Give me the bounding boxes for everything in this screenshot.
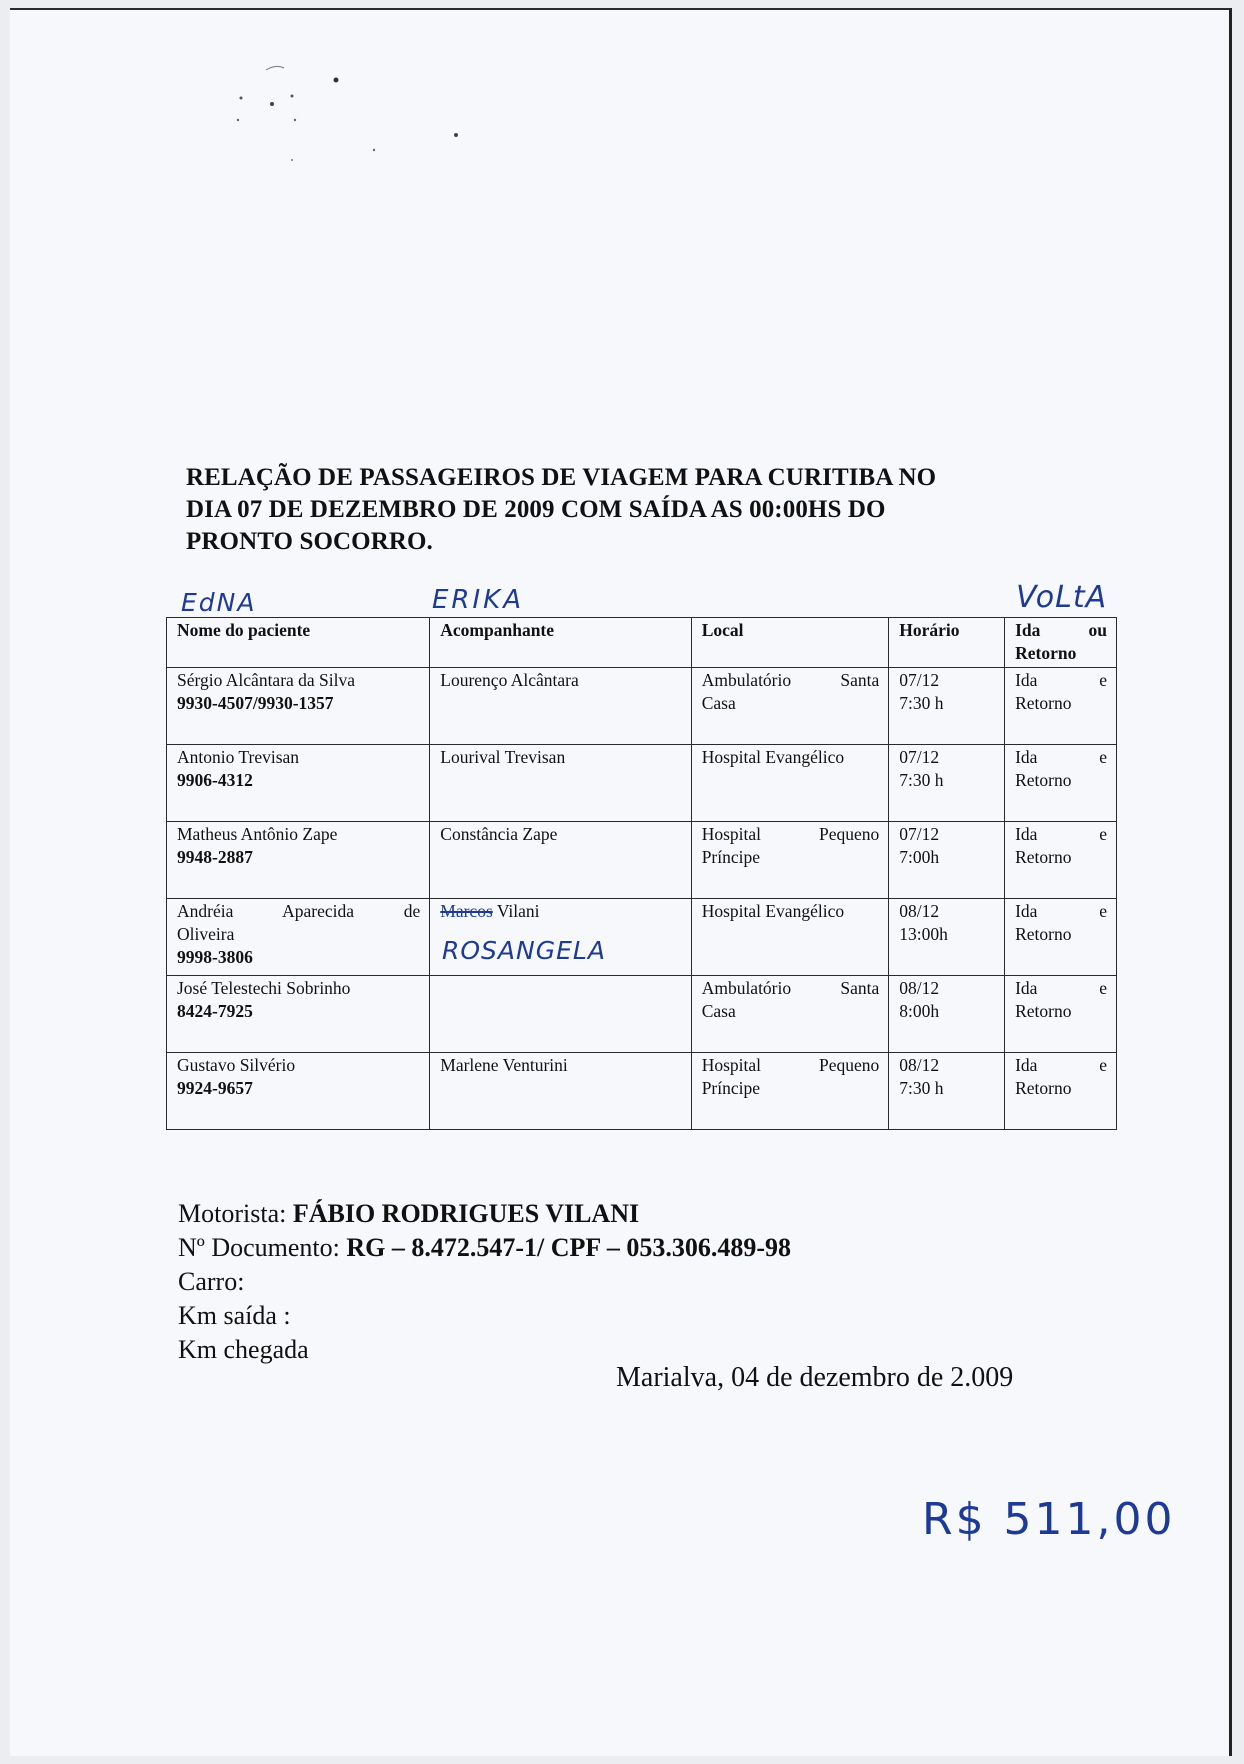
table-row: [167, 822, 1117, 899]
patient-phone: 8424-7925: [177, 1001, 253, 1021]
horario-hora: 7:30 h: [899, 770, 944, 790]
local-line-2: Casa: [701, 693, 736, 713]
table-row: [167, 899, 1117, 976]
cell-ida-retorno: [1005, 668, 1117, 745]
cell-local: [691, 745, 889, 822]
patient-phone: 9906-4312: [177, 770, 253, 790]
local-line-1: Hospital Pequeno: [701, 824, 880, 844]
table-row: [167, 668, 1117, 745]
retorno: Retorno: [1015, 770, 1072, 790]
motorista-value: FÁBIO RODRIGUES VILANI: [292, 1199, 640, 1228]
cell-ida-retorno: [1005, 1053, 1117, 1130]
cell-local: [691, 668, 889, 745]
cell-nome: [167, 899, 430, 976]
patient-phone: 9930-4507/9930-1357: [177, 693, 334, 713]
local-line-1: Hospital Evangélico: [701, 901, 845, 921]
documento-label: Nº Documento:: [178, 1233, 340, 1262]
cell-nome: [167, 1053, 430, 1130]
cell-local: [691, 822, 889, 899]
local-line-2: Príncipe: [701, 1078, 761, 1098]
local-line-1: Hospital Evangélico: [701, 747, 845, 767]
horario-hora: 13:00h: [899, 924, 948, 944]
table-row: [167, 1053, 1117, 1130]
patient-phone: 9998-3806: [177, 947, 253, 967]
handwritten-rosangela: ROSANGELA: [442, 936, 606, 965]
title-line-2: DIA 07 DE DEZEMBRO DE 2009 COM SAÍDA AS 00:00HS DO: [186, 496, 886, 523]
ida-e: Ida e: [1015, 978, 1107, 998]
local-line-1: Hospital Pequeno: [701, 1055, 880, 1075]
retorno: Retorno: [1015, 693, 1072, 713]
header-nome: Nome do paciente: [167, 618, 430, 668]
handwritten-erika: ERIKA: [432, 585, 524, 615]
local-line-1: Ambulatório Santa: [701, 978, 880, 998]
title-line-1: RELAÇÃO DE PASSAGEIROS DE VIAGEM PARA CURITIBA NO: [186, 464, 937, 491]
carro-label: Carro:: [178, 1267, 245, 1296]
cell-ida-retorno: [1005, 976, 1117, 1053]
horario-data: 07/12: [899, 824, 940, 844]
cell-ida-retorno: [1005, 745, 1117, 822]
cell-horario: [889, 899, 1005, 976]
horario-data: 08/12: [899, 1055, 940, 1075]
horario-data: 07/12: [899, 670, 940, 690]
motorista-label: Motorista:: [178, 1199, 287, 1228]
cell-horario: [889, 745, 1005, 822]
passenger-table: [166, 617, 1117, 1130]
ida-e: Ida e: [1015, 1055, 1107, 1075]
table-header-row: [167, 618, 1117, 668]
patient-phone: 9948-2887: [177, 847, 253, 867]
place-date: Marialva, 04 de dezembro de 2.009: [616, 1362, 1014, 1393]
table-row: [167, 976, 1117, 1053]
horario-data: 08/12: [899, 978, 940, 998]
horario-data: 07/12: [899, 747, 940, 767]
cell-ida-retorno: [1005, 822, 1117, 899]
ida-e: Ida e: [1015, 670, 1107, 690]
ida-e: Ida e: [1015, 824, 1107, 844]
header-ida-retorno: [1005, 618, 1117, 668]
retorno: Retorno: [1015, 1001, 1072, 1021]
patient-name: Matheus Antônio Zape: [177, 824, 338, 844]
cell-acompanhante: [430, 976, 691, 1053]
header-horario: Horário: [889, 618, 1005, 668]
table-row: [167, 745, 1117, 822]
document-row: [178, 1231, 791, 1265]
patient-name-2: Oliveira: [177, 924, 235, 944]
cell-local: [691, 1053, 889, 1130]
horario-hora: 7:30 h: [899, 693, 944, 713]
driver-info: [178, 1197, 791, 1367]
patient-name: Andréia Aparecida de: [177, 901, 421, 921]
patient-phone: 9924-9657: [177, 1078, 253, 1098]
cell-acompanhante: Constância Zape: [430, 822, 691, 899]
retorno: Retorno: [1015, 1078, 1072, 1098]
km-chegada-label: Km chegada: [178, 1335, 309, 1364]
patient-name: Gustavo Silvério: [177, 1055, 296, 1075]
retorno: Retorno: [1015, 847, 1072, 867]
cell-nome: [167, 668, 430, 745]
cell-nome: [167, 822, 430, 899]
handwritten-edna: EdNA: [181, 588, 257, 617]
cell-horario: [889, 668, 1005, 745]
patient-name: José Telestechi Sobrinho: [177, 978, 351, 998]
cell-nome: [167, 976, 430, 1053]
cell-local: [691, 899, 889, 976]
cell-ida-retorno: [1005, 899, 1117, 976]
header-acompanhante: Acompanhante: [430, 618, 691, 668]
ida-e: Ida e: [1015, 747, 1107, 767]
ida-e: Ida e: [1015, 901, 1107, 921]
header-retorno: Retorno: [1015, 643, 1077, 663]
scan-specks: [10, 10, 510, 180]
horario-hora: 8:00h: [899, 1001, 940, 1021]
cell-horario: [889, 1053, 1005, 1130]
cell-acompanhante: Marlene Venturini: [430, 1053, 691, 1130]
acompanhante-name: Vilani: [496, 901, 540, 921]
documento-value: RG – 8.472.547-1/ CPF – 053.306.489-98: [346, 1233, 791, 1262]
local-line-2: Casa: [701, 1001, 736, 1021]
patient-name: Antonio Trevisan: [177, 747, 300, 767]
retorno: Retorno: [1015, 924, 1072, 944]
cell-horario: [889, 976, 1005, 1053]
cell-local: [691, 976, 889, 1053]
local-line-1: Ambulatório Santa: [701, 670, 880, 690]
patient-name: Sérgio Alcântara da Silva: [177, 670, 356, 690]
document-title: [186, 462, 1086, 558]
header-ida-ou: Ida ou: [1015, 620, 1107, 640]
handwritten-volta: VoLtA: [1016, 580, 1108, 615]
driver-row: [178, 1197, 791, 1231]
horario-data: 08/12: [899, 901, 940, 921]
cell-acompanhante: Lourival Trevisan: [430, 745, 691, 822]
km-saida-label: Km saída :: [178, 1301, 291, 1330]
handwritten-price: R$ 511,00: [922, 1494, 1176, 1545]
header-local: Local: [691, 618, 889, 668]
local-line-2: Príncipe: [701, 847, 761, 867]
cell-nome: [167, 745, 430, 822]
cell-horario: [889, 822, 1005, 899]
horario-hora: 7:30 h: [899, 1078, 944, 1098]
horario-hora: 7:00h: [899, 847, 940, 867]
cell-acompanhante: Lourenço Alcântara: [430, 668, 691, 745]
acompanhante-struck: Marcos: [440, 901, 493, 921]
title-line-3: PRONTO SOCORRO.: [186, 528, 433, 555]
